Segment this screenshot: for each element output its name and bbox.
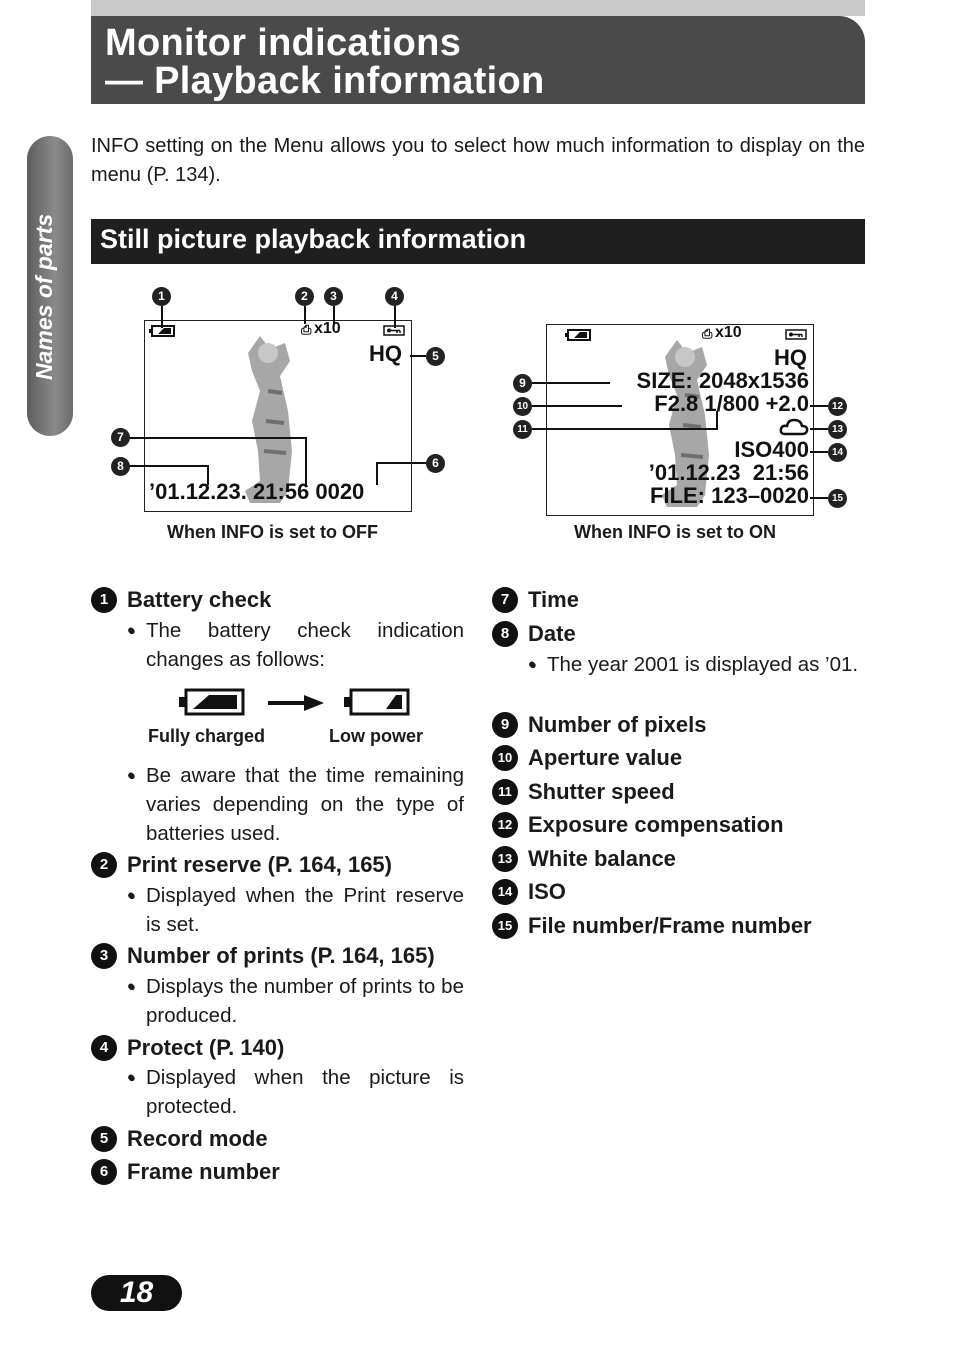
print-reserve-icon: ⎙	[301, 322, 312, 337]
item-number: 1	[91, 587, 117, 613]
item-title: ISO	[528, 879, 566, 904]
bullet-dot: ●	[127, 1069, 135, 1084]
bullet-print-reserve: ● Displayed when the Print reserve is set.	[146, 881, 464, 939]
bullet-protect: ● Displayed when the picture is protected.	[146, 1063, 464, 1121]
marker-2: 2	[295, 287, 314, 306]
item-shutter-speed	[492, 779, 675, 805]
item-number: 7	[492, 587, 518, 613]
item-number-of-pixels	[492, 712, 706, 738]
marker-8: 8	[111, 457, 130, 476]
item-protect	[91, 1035, 284, 1061]
marker-4: 4	[385, 287, 404, 306]
item-title: Battery check	[127, 587, 272, 612]
item-aperture-value	[492, 745, 682, 771]
item-title: Number of pixels	[528, 712, 707, 737]
item-number: 10	[492, 745, 518, 771]
bullet-dot: ●	[127, 622, 135, 637]
item-number: 11	[492, 779, 518, 805]
item-number-of-prints	[91, 943, 435, 969]
item-file-number	[492, 913, 812, 939]
print-reserve-icon: ⎙	[702, 326, 713, 341]
marker-13: 13	[828, 420, 847, 439]
item-number: 9	[492, 712, 518, 738]
item-number: 4	[91, 1035, 117, 1061]
marker-1: 1	[152, 287, 171, 306]
item-title: Date	[528, 621, 576, 646]
marker-10: 10	[513, 397, 532, 416]
item-iso	[492, 879, 566, 905]
battery-full-icon	[179, 688, 245, 716]
marker-5: 5	[426, 347, 445, 366]
title-line-2: — Playback information	[105, 60, 545, 102]
battery-low-icon	[344, 688, 410, 716]
item-title: Number of prints (P. 164, 165)	[127, 943, 435, 968]
bullet-battery-1: ● The battery check indication changes as follows:	[146, 616, 464, 674]
screen-off-diagram	[100, 280, 460, 520]
section-title: Still picture playback information	[100, 224, 527, 254]
label-low-power: Low power	[329, 726, 423, 746]
header-top-strip	[91, 0, 865, 16]
item-number: 3	[91, 943, 117, 969]
item-time	[492, 587, 579, 613]
intro-text: INFO setting on the Menu allows you to select how much information to display on the menu (P. 134).	[91, 135, 865, 186]
marker-14: 14	[828, 443, 847, 462]
item-number: 2	[91, 852, 117, 878]
item-number: 5	[91, 1126, 117, 1152]
item-date	[492, 621, 576, 647]
iso-readout: ISO400	[734, 437, 809, 462]
item-number: 12	[492, 812, 518, 838]
page-title	[105, 24, 544, 100]
page-number: 18	[119, 1276, 154, 1309]
item-title: Frame number	[127, 1159, 280, 1184]
item-title: File number/Frame number	[528, 913, 812, 938]
datetime-frame: ’01.12.23. 21:56 0020	[149, 479, 365, 504]
datetime-readout: ’01.12.23 21:56	[648, 460, 809, 485]
bullet-dot: ●	[127, 978, 135, 993]
item-title: White balance	[528, 846, 676, 871]
bullet-dot: ●	[127, 887, 135, 902]
side-tab-label: Names of parts	[31, 213, 57, 380]
item-title: Aperture value	[528, 745, 683, 770]
marker-12: 12	[828, 397, 847, 416]
marker-3: 3	[324, 287, 343, 306]
item-number: 6	[91, 1159, 117, 1185]
caption-info-on: When INFO is set to ON	[574, 522, 777, 542]
item-frame-number	[91, 1159, 280, 1185]
item-title: Time	[528, 587, 579, 612]
item-title: Protect (P. 140)	[127, 1035, 285, 1060]
bullet-number-of-prints: ● Displays the number of prints to be produced.	[146, 972, 464, 1030]
screen-on-diagram	[510, 318, 855, 523]
item-white-balance	[492, 846, 676, 872]
item-number: 14	[492, 879, 518, 905]
title-line-1: Monitor indications	[105, 22, 462, 64]
item-title: Print reserve (P. 164, 165)	[127, 852, 392, 877]
item-title: Exposure compensation	[528, 812, 784, 837]
marker-11: 11	[513, 420, 532, 439]
marker-6: 6	[426, 454, 445, 473]
bullet-dot: ●	[528, 656, 536, 671]
label-fully-charged: Fully charged	[148, 726, 266, 746]
file-readout: FILE: 123–0020	[650, 483, 809, 508]
item-record-mode	[91, 1126, 268, 1152]
print-count: x10	[715, 324, 742, 341]
bullet-date: ● The year 2001 is displayed as ’01.	[547, 650, 865, 679]
item-exposure-compensation	[492, 812, 784, 838]
item-battery-check	[91, 587, 271, 613]
marker-7: 7	[111, 428, 130, 447]
exposure-readout: F2.8 1/800 +2.0	[654, 391, 809, 416]
print-count: x10	[314, 320, 341, 337]
bullet-dot: ●	[127, 767, 135, 782]
arrow-right-icon	[268, 694, 324, 712]
record-mode: HQ	[369, 341, 402, 366]
item-number: 15	[492, 913, 518, 939]
record-mode: HQ	[774, 345, 807, 370]
item-number: 13	[492, 846, 518, 872]
leader-lines-off	[100, 280, 460, 520]
item-print-reserve	[91, 852, 392, 878]
bullet-battery-2: ● Be aware that the time remaining varies depending on the type of batteries used.	[146, 761, 464, 848]
item-title: Record mode	[127, 1126, 268, 1151]
item-number: 8	[492, 621, 518, 647]
item-title: Shutter speed	[528, 779, 675, 804]
marker-9: 9	[513, 374, 532, 393]
size-readout: SIZE: 2048x1536	[636, 368, 809, 393]
caption-info-off: When INFO is set to OFF	[167, 522, 378, 542]
leader-lines-on	[510, 318, 855, 523]
marker-15: 15	[828, 489, 847, 508]
